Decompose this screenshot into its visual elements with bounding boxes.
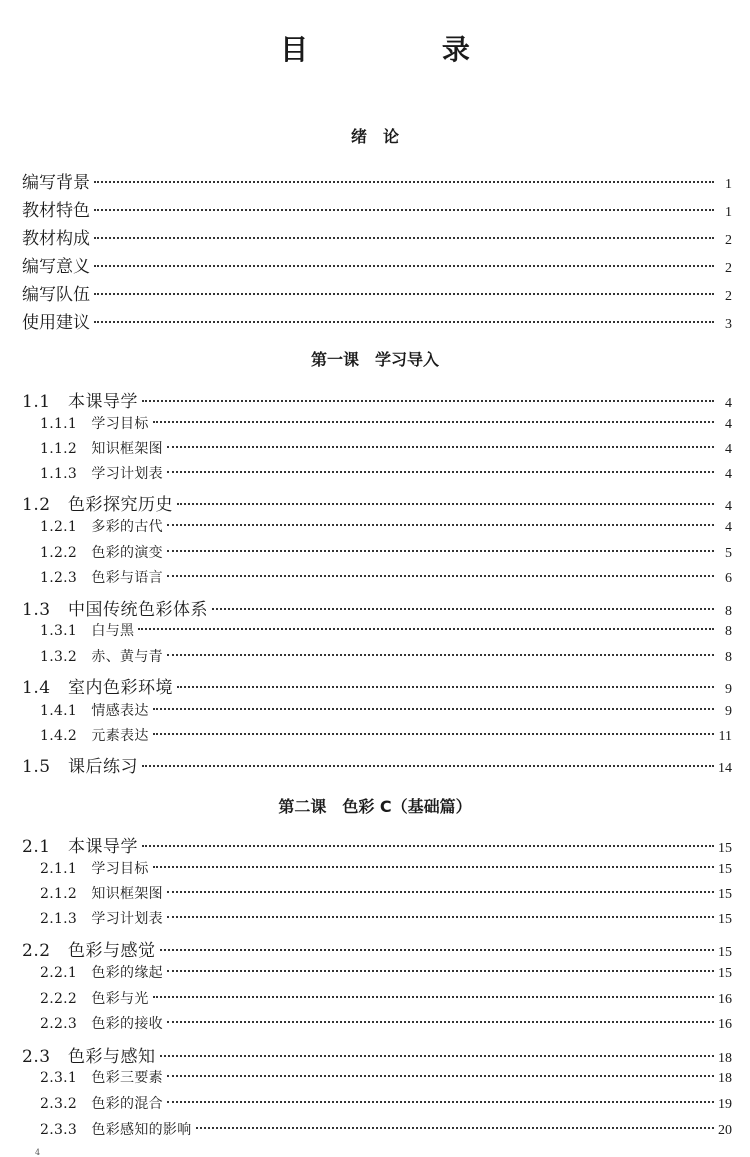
toc-entry-page: 14 <box>718 761 732 776</box>
dot-leader <box>153 421 714 423</box>
dot-leader <box>94 181 714 183</box>
dot-leader <box>167 524 714 526</box>
dot-leader <box>94 321 714 323</box>
section-heading: 第一课 学习导入 <box>310 350 439 369</box>
dot-leader <box>177 686 714 688</box>
toc-entry-label: 1.3.1 白与黑 <box>40 623 135 639</box>
toc-entry-page: 15 <box>718 912 732 927</box>
toc-entry-label: 1.2.3 色彩与语言 <box>40 570 163 586</box>
toc-entry[interactable] <box>22 883 732 909</box>
toc-entry[interactable] <box>22 308 732 334</box>
toc-entry-label: 1.5 课后练习 <box>22 757 139 777</box>
toc-entry-label: 1.2.2 色彩的演变 <box>40 545 163 561</box>
toc-entry-label: 使用建议 <box>22 313 90 333</box>
toc-entry-page: 2 <box>725 289 732 304</box>
toc-entry-label: 1.1.3 学习计划表 <box>40 466 163 482</box>
toc-entry[interactable] <box>22 168 732 194</box>
toc-entry-page: 1 <box>725 177 732 192</box>
toc-entry[interactable] <box>22 1067 732 1093</box>
toc-entry-page: 1 <box>725 205 732 220</box>
toc-entry[interactable] <box>22 1013 732 1039</box>
toc-entry-label: 1.4.1 情感表达 <box>40 703 149 719</box>
toc-entry-page: 4 <box>725 520 732 535</box>
toc-entry-page: 15 <box>718 966 732 981</box>
dot-leader <box>153 708 714 710</box>
toc-entry-page: 8 <box>725 604 732 619</box>
toc-entry-page: 8 <box>725 624 732 639</box>
toc-entry[interactable] <box>22 413 732 439</box>
toc-entry-label: 2.3.1 色彩三要素 <box>40 1070 163 1086</box>
toc-entry-page: 4 <box>725 442 732 457</box>
dot-leader <box>160 949 714 951</box>
toc-entry-page: 16 <box>718 1017 732 1032</box>
dot-leader <box>167 550 714 552</box>
toc-entry-page: 4 <box>725 467 732 482</box>
toc-entry-label: 2.2.1 色彩的缘起 <box>40 965 163 981</box>
toc-entry[interactable] <box>22 463 732 489</box>
toc-entry-page: 3 <box>725 317 732 332</box>
toc-entry-label: 1.3 中国传统色彩体系 <box>22 600 209 620</box>
toc-entry[interactable] <box>22 224 732 250</box>
toc-entry-page: 9 <box>725 682 732 697</box>
dot-leader <box>167 654 714 656</box>
toc-entry-label: 1.4 室内色彩环境 <box>22 678 174 698</box>
dot-leader <box>153 866 714 868</box>
dot-leader <box>94 237 714 239</box>
toc-entry[interactable] <box>22 567 732 593</box>
dot-leader <box>167 891 714 893</box>
dot-leader <box>177 503 714 505</box>
toc-entry-page: 4 <box>725 417 732 432</box>
toc-entry-label: 2.1.2 知识框架图 <box>40 886 163 902</box>
toc-entry-label: 1.2.1 多彩的古代 <box>40 519 163 535</box>
toc-entry-page: 18 <box>718 1051 732 1066</box>
dot-leader <box>153 733 714 735</box>
toc-entry-label: 2.2.2 色彩与光 <box>40 991 149 1007</box>
dot-leader <box>167 446 714 448</box>
dot-leader <box>167 471 714 473</box>
toc-entry-page: 5 <box>725 546 732 561</box>
toc-entry[interactable] <box>22 752 732 778</box>
toc-entry-page: 6 <box>725 571 732 586</box>
toc-entry-page: 15 <box>718 945 732 960</box>
toc-entry[interactable] <box>22 988 732 1014</box>
toc-entry-page: 8 <box>725 650 732 665</box>
dot-leader <box>94 209 714 211</box>
toc-entry-page: 16 <box>718 992 732 1007</box>
page-number-mark: 4 <box>35 1148 41 1157</box>
dot-leader <box>94 265 714 267</box>
toc-entry[interactable] <box>22 725 732 751</box>
dot-leader <box>212 608 714 610</box>
toc-entry[interactable] <box>22 516 732 542</box>
toc-entry-page: 15 <box>718 887 732 902</box>
toc-entry[interactable] <box>22 438 732 464</box>
toc-entry[interactable] <box>22 646 732 672</box>
toc-entry-page: 18 <box>718 1071 732 1086</box>
toc-entry-label: 1.1.1 学习目标 <box>40 416 149 432</box>
toc-entry-page: 15 <box>718 841 732 856</box>
page-title: 目 录 <box>280 33 532 66</box>
toc-entry-label: 编写队伍 <box>22 285 90 305</box>
toc-entry-page: 11 <box>718 729 732 744</box>
toc-entry[interactable] <box>22 196 732 222</box>
toc-entry-label: 2.3.3 色彩感知的影响 <box>40 1122 192 1138</box>
toc-entry-label: 教材特色 <box>22 201 90 221</box>
dot-leader <box>167 916 714 918</box>
toc-entry-label: 2.3.2 色彩的混合 <box>40 1096 163 1112</box>
toc-entry-label: 教材构成 <box>22 229 90 249</box>
toc-entry-label: 1.1 本课导学 <box>22 392 139 412</box>
dot-leader <box>167 970 714 972</box>
toc-entry-label: 2.2.3 色彩的接收 <box>40 1016 163 1032</box>
toc-entry-label: 1.3.2 赤、黄与青 <box>40 649 163 665</box>
toc-entry-label: 2.1.1 学习目标 <box>40 861 149 877</box>
dot-leader <box>142 400 714 402</box>
toc-entry[interactable] <box>22 252 732 278</box>
dot-leader <box>138 628 714 630</box>
section-heading: 绪 论 <box>350 127 399 146</box>
toc-entry-page: 4 <box>725 499 732 514</box>
toc-entry[interactable] <box>22 280 732 306</box>
toc-entry-label: 2.1 本课导学 <box>22 837 139 857</box>
dot-leader <box>142 765 714 767</box>
toc-entry[interactable] <box>22 700 732 726</box>
dot-leader <box>94 293 714 295</box>
dot-leader <box>142 845 714 847</box>
dot-leader <box>167 1021 714 1023</box>
toc-entry-page: 4 <box>725 396 732 411</box>
dot-leader <box>160 1055 714 1057</box>
toc-entry-page: 15 <box>718 862 732 877</box>
toc-entry[interactable] <box>22 387 732 413</box>
toc-entry-label: 2.3 色彩与感知 <box>22 1047 156 1067</box>
dot-leader <box>153 996 714 998</box>
toc-entry-label: 编写背景 <box>22 173 90 193</box>
toc-entry[interactable] <box>22 1042 732 1068</box>
section-heading: 第二课 色彩 C（基础篇） <box>278 797 472 816</box>
toc-entry[interactable] <box>22 595 732 621</box>
toc-entry-page: 2 <box>725 261 732 276</box>
toc-entry[interactable] <box>22 908 732 934</box>
toc-entry[interactable] <box>22 620 732 646</box>
dot-leader <box>167 1075 714 1077</box>
toc-entry-label: 1.2 色彩探究历史 <box>22 495 174 515</box>
dot-leader <box>167 575 714 577</box>
toc-entry[interactable] <box>22 490 732 516</box>
toc-entry-page: 20 <box>718 1123 732 1138</box>
toc-entry[interactable] <box>22 858 732 884</box>
toc-entry-page: 19 <box>718 1097 732 1112</box>
toc-entry-label: 1.4.2 元素表达 <box>40 728 149 744</box>
toc-entry[interactable] <box>22 962 732 988</box>
toc-entry-label: 2.1.3 学习计划表 <box>40 911 163 927</box>
toc-entry[interactable] <box>22 832 732 858</box>
dot-leader <box>167 1101 714 1103</box>
toc-entry-page: 2 <box>725 233 732 248</box>
toc-entry[interactable] <box>22 936 732 962</box>
toc-entry-label: 1.1.2 知识框架图 <box>40 441 163 457</box>
toc-entry[interactable] <box>22 542 732 568</box>
toc-entry[interactable] <box>22 673 732 699</box>
toc-entry-label: 2.2 色彩与感觉 <box>22 941 156 961</box>
dot-leader <box>196 1127 714 1129</box>
toc-entry[interactable] <box>22 1119 732 1145</box>
toc-entry[interactable] <box>22 1093 732 1119</box>
toc-entry-label: 编写意义 <box>22 257 90 277</box>
toc-entry-page: 9 <box>725 704 732 719</box>
